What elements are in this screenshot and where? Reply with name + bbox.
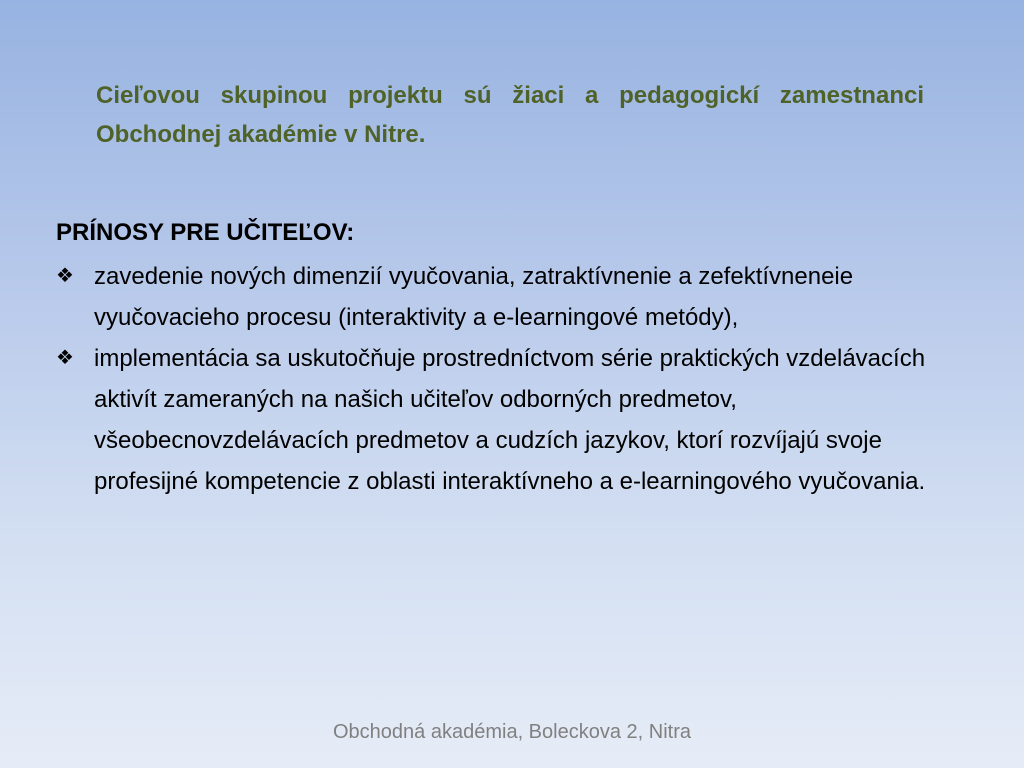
teacher-benefits-heading: PRÍNOSY PRE UČITEĽOV: <box>56 219 355 246</box>
diamond-bullet-icon: ❖ <box>56 265 74 287</box>
benefit-item <box>56 256 966 338</box>
slide-footer: Obchodná akadémia, Boleckova 2, Nitra <box>333 721 691 743</box>
benefits-list <box>56 256 966 502</box>
benefit-item <box>56 338 966 502</box>
benefit-text: zavedenie nových dimenzií vyučovania, zatraktívnenie a zefektívneneie vyučovacieho procesu (interaktivity a e-learningové metódy), <box>94 263 854 331</box>
target-group-text: Cieľovou skupinou projektu sú žiaci a pedagogickí zamestnanci Obchodnej akadémie v Nitre. <box>96 82 924 148</box>
benefit-text: implementácia sa uskutočňuje prostredníctvom série praktických vzdelávacích aktivít zameraných na našich učiteľov odborných predmetov, všeobecnovzdelávacích predmetov a cudzích jazykov, ktorí rozvíjajú svoje profesijné kompetencie z oblasti interaktívneho a e-learningového vyučovania. <box>94 345 926 495</box>
diamond-bullet-icon: ❖ <box>56 347 74 369</box>
